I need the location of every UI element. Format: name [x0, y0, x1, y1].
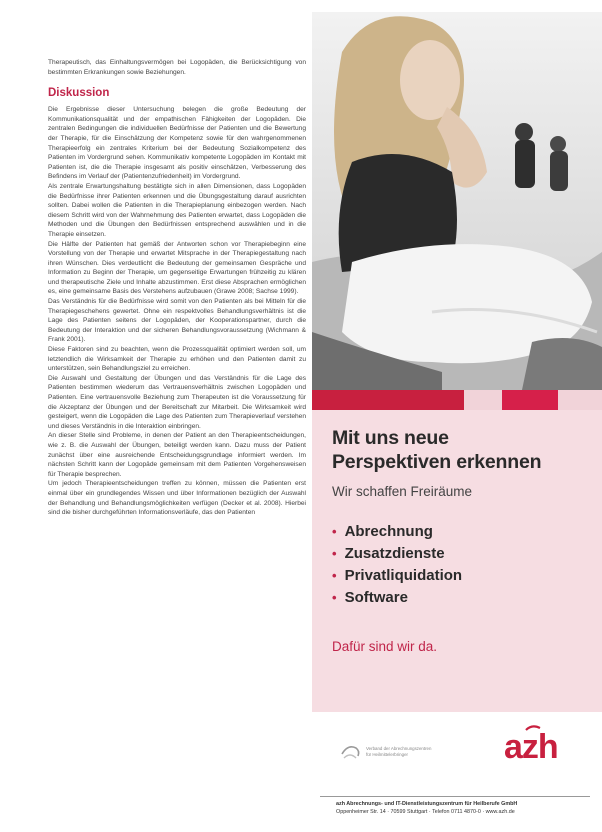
ad-headline-line: Perspektiven erkennen	[332, 451, 542, 473]
ad-footer	[312, 800, 602, 816]
ad-closing-line: Dafür sind wir da.	[332, 639, 438, 654]
bullet-icon: •	[332, 590, 337, 605]
service-label: Abrechnung	[344, 523, 433, 540]
ad-headline	[332, 426, 584, 474]
association-icon	[340, 742, 362, 762]
service-label: Zusatzdienste	[344, 545, 445, 562]
ad-photo	[312, 12, 602, 390]
article-paragraph: Als zentrale Erwartungshaltung bestätigte sich in allen Dimensionen, dass Logopäden die Bedürfnisse ihrer Patienten erkennen und die Übungsgestaltung darauf ausrichten sollten. Dabei wollen die Patienten in die Therapieplanung einbezogen werden. Nach diesem Schritt wird von der Wahrnehmung des Patienten erwartet, dass Logopäden die Methoden und die Übungen den Bedürfnissen entsprechend auswählen und in die Therapie einsetzen.	[48, 182, 306, 238]
article-paragraph: Die Auswahl und Gestaltung der Übungen und das Verständnis für die Lage des Patienten bestimmen wiederum das Vertrauensverhältnis zwischen Logopäden und Patienten. Eine vertrauensvolle Beziehung zum Therapeuten ist die Voraussetzung für die Akzeptanz der Übungen und der Bereitschaft zur Mitarbeit. Die Wirksamkeit wird gesteigert, wenn die Logopäden die Lage des Patienten zum Therapieverlauf verstehen und dieses Verständnis in die Interaktion einbringen.	[48, 374, 306, 430]
bullet-icon: •	[332, 546, 337, 561]
article-paragraph: Um jedoch Therapieentscheidungen treffen zu können, müssen die Patienten erst einmal über ein grundlegendes Wissen und über Informationen bezüglich der Auswahl der Behandlung und Behandlungsmöglichkeiten verfügen (Decker et al. 2008). Hierbei sind die bisher durchgeführten Informationsverläufe, das den Patienten	[48, 480, 306, 517]
advertisement	[312, 12, 602, 712]
azh-logo	[496, 724, 588, 782]
logo-area	[312, 712, 602, 792]
footer-company: azh Abrechnungs- und IT-Dienstleistungszentrum für Heilberufe GmbH	[336, 801, 518, 807]
service-item	[332, 543, 584, 565]
article-column	[48, 58, 306, 518]
service-label: Software	[344, 589, 408, 606]
intro-text: Therapeutisch, das Einhaltungsvermögen bei Logopäden, die Berücksichtigung von bestimmten Erkrankungen sowie Beziehungen.	[48, 59, 306, 76]
association-logo	[340, 742, 470, 762]
association-text: für Heilmittelerbringer	[366, 752, 408, 757]
azh-logo-text: azh	[504, 728, 558, 766]
article-paragraph: Die Ergebnisse dieser Untersuchung belegen die große Bedeutung der Kommunikationsqualität und der empathischen Fähigkeiten der Logopäden. Die zentralen Bedingungen die individuellen Bedürfnisse der Patienten und die Bewertung der Therapie, für die Einschätzung der Kompetenz sowie für den wahrgenommenen Therapieerfolg ein zentrales Kriterium bei der Bedeutung Sozialkompetenz des Patienten im Vordergrund sehen. Kommunikativ kompetente Logopäden im Kontakt mit Patienten ist, die die Therapie insgesamt als positiv einschätzen, Verbesserung des Befindens im Verlauf der (Patientenzufriedenheit) im Vordergrund.	[48, 106, 306, 181]
footer-address: Oppenheimer Str. 14 · 70599 Stuttgart · Telefon 0711 4870-0 · www.azh.de	[336, 809, 515, 815]
ad-subline: Wir schaffen Freiräume	[332, 484, 473, 499]
color-stripe	[312, 390, 602, 410]
association-text: Verband der Abrechnungszentren	[366, 746, 432, 751]
footer-divider	[320, 796, 590, 797]
article-paragraph: Diese Faktoren sind zu beachten, wenn die Prozessqualität optimiert werden soll, um letztendlich die Wirksamkeit der Therapie zu erhöhen und den Patienten damit zu unterstützen, sein Behandlungsziel zu erreichen.	[48, 346, 306, 373]
service-item	[332, 587, 584, 609]
article-paragraph: An dieser Stelle sind Probleme, in denen der Patient an den Therapieentscheidungen, wie z. B. die Auswahl der Übungen, beteiligt werden kann. Dazu muss der Patient zunächst über eine ausreichende Entscheidungsgrundlage informiert werden. Im nächsten Schritt kann der Logopäde gemeinsam mit dem Patienten Vorgehensweisen für Therapie besprechen.	[48, 432, 306, 478]
section-heading: Diskussion	[48, 87, 110, 100]
ad-headline-line: Mit uns neue	[332, 427, 449, 449]
service-label: Privatliquidation	[344, 567, 463, 584]
bullet-icon: •	[332, 568, 337, 583]
bullet-icon: •	[332, 524, 337, 539]
service-list	[332, 521, 584, 609]
ad-text-box	[312, 410, 602, 712]
service-item	[332, 521, 584, 543]
article-paragraph: Das Verständnis für die Bedürfnisse wird somit von den Patienten als bei Mitteln für die Therapiegeschehens gewertet. Ohne ein respektvolles Behandlungsverhältnis ist die Lage des Patienten seitens der Logopäden, der Kooperationspartner, durch die Bedeutung der Interaktion und der sicheren Behandlungsvoraussetzung (Wichmann & Frank 2001).	[48, 298, 306, 344]
article-paragraph: Die Hälfte der Patienten hat gemäß der Antworten schon vor Therapiebeginn eine Vorstellung von der Therapie und erwartet Mitsprache in der Therapiegestaltung nach ihren Wünschen. Dies verdeutlicht die Bedeutung der gemeinsamen Gespräche und Information zu Beginn der Therapie, um gegenseitige Erwartungen frühzeitig zu klären und therapeutische Ziele und Inhalte abzustimmen. Erst diese Absprachen ermöglichen es, eine gemeinsame Basis des Verstehens aufzubauen (Grawe 2008; Sachse 1999).	[48, 240, 306, 296]
service-item	[332, 565, 584, 587]
